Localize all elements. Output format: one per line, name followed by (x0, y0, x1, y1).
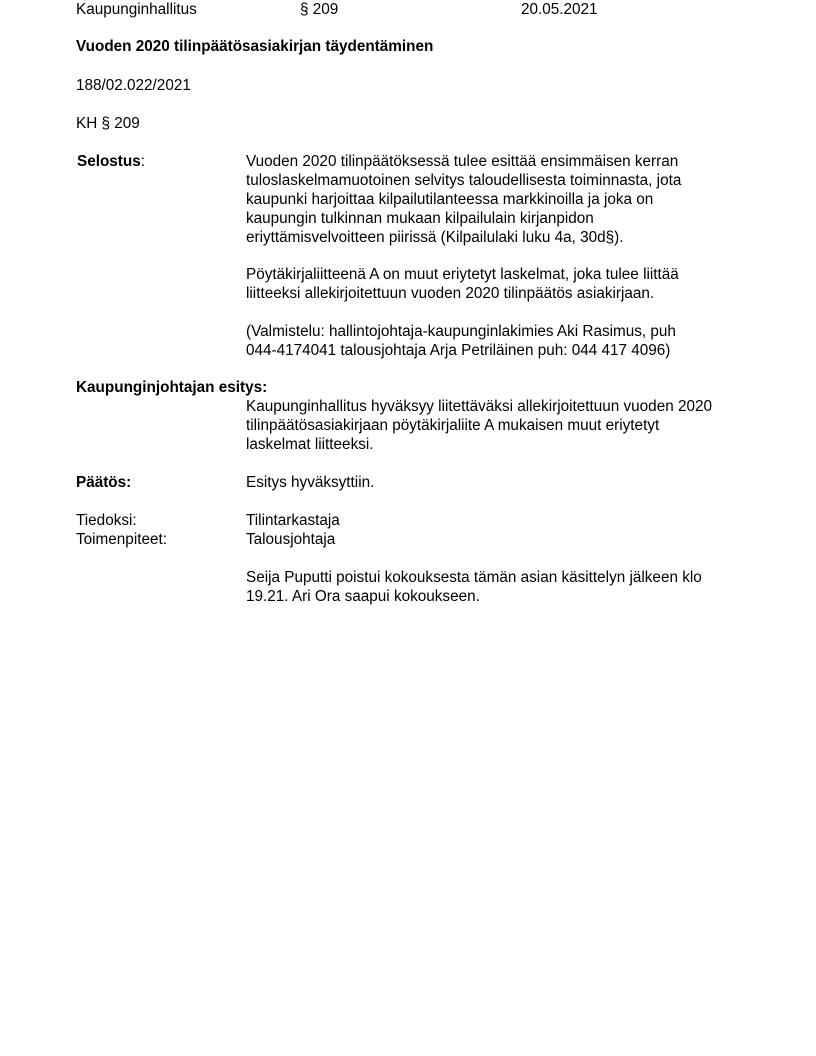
text-line: liitteeksi allekirjoitettuun vuoden 2020 tilinpäätös asiakirjaan. (246, 285, 655, 302)
text-line: kaupunki harjoittaa kilpailutilanteessa markkinoilla ja joka on (246, 191, 654, 208)
kh-reference: KH § 209 (76, 115, 140, 132)
text-line: (Valmistelu: hallintojohtaja-kaupunginlakimies Aki Rasimus, puh (246, 323, 676, 340)
decision-label: Päätös: (76, 474, 132, 491)
header-section: § 209 (300, 1, 339, 18)
selostus-label: Selostus (77, 153, 141, 170)
header-date: 20.05.2021 (521, 1, 598, 18)
selostus-paragraph-1 (246, 152, 766, 247)
selostus-paragraph-2 (246, 265, 766, 303)
selostus-heading (77, 152, 145, 171)
decision-text: Esitys hyväksyttiin. (246, 474, 375, 491)
text-line: tuloslaskelmamuotoinen selvitys taloudellisesta toiminnasta, jota (246, 172, 682, 189)
proposal-text (246, 397, 766, 454)
text-line: Seija Puputti poistui kokouksesta tämän asian käsittelyn jälkeen klo (246, 569, 702, 586)
text-line: eriyttämisvelvoitteen piirissä (Kilpailulaki luku 4a, 30d§). (246, 229, 624, 246)
text-line: laskelmat liitteeksi. (246, 436, 374, 453)
proposal-label: Kaupunginjohtajan esitys: (76, 379, 268, 396)
text-line: tilinpäätösasiakirjaan pöytäkirjaliite A mukaisen muut eriytetyt (246, 417, 660, 434)
header-body: Kaupunginhallitus (76, 1, 197, 18)
text-line: Pöytäkirjaliitteenä A on muut eriytetyt laskelmat, joka tulee liittää (246, 266, 679, 283)
text-line: Kaupunginhallitus hyväksyy liitettäväksi allekirjoitettuun vuoden 2020 (246, 398, 712, 415)
actions-value: Talousjohtaja (246, 531, 336, 548)
text-line: kaupungin tulkinnan mukaan kilpailulain kirjanpidon (246, 210, 594, 227)
attendance-note (246, 568, 766, 606)
text-line: 044-4174041 talousjohtaja Arja Petriläinen puh: 044 417 4096) (246, 342, 671, 359)
info-label: Tiedoksi: (76, 512, 137, 529)
text-line: Vuoden 2020 tilinpäätöksessä tulee esittää ensimmäisen kerran (246, 153, 679, 170)
selostus-paragraph-3 (246, 322, 766, 360)
selostus-colon: : (140, 153, 146, 170)
record-number: 188/02.022/2021 (76, 77, 191, 94)
actions-label: Toimenpiteet: (76, 531, 167, 548)
document-title: Vuoden 2020 tilinpäätösasiakirjan täydentäminen (76, 38, 434, 55)
info-value: Tilintarkastaja (246, 512, 340, 529)
text-line: 19.21. Ari Ora saapui kokoukseen. (246, 588, 480, 605)
